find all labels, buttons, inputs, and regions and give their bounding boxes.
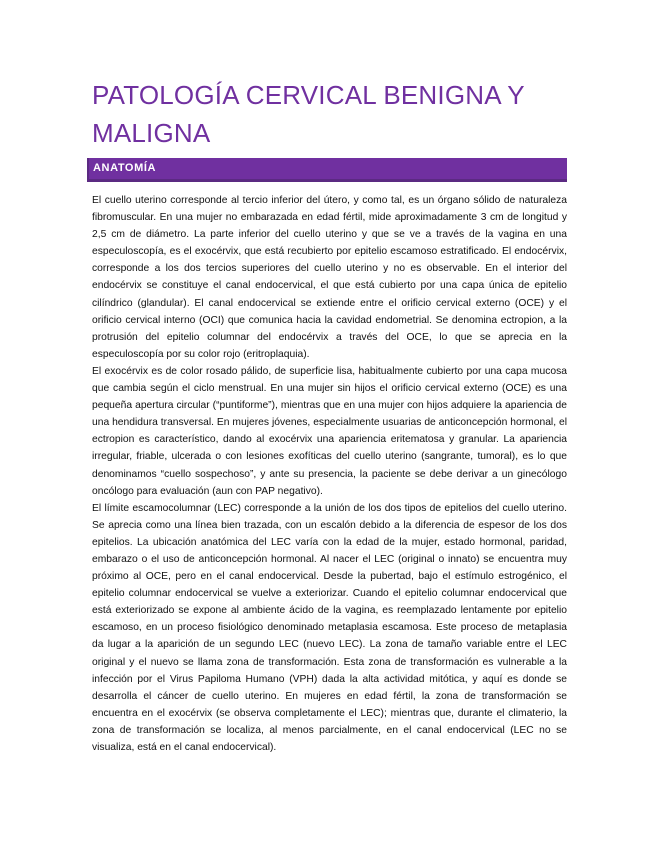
paragraph-1: El cuello uterino corresponde al tercio inferior del útero, y como tal, es un órgano sólido de naturaleza fibromuscular. En una mujer no embarazada en edad fértil, mide aproximadamente 3 cm de longitud y 2,5 cm de diámetro. La parte inferior del cuello uterino y que se ve a través de la vagina en una especuloscopía, es el exocérvix, que está recubierto por epitelio escamoso estratificado. El endocérvix, corresponde a los dos tercios superiores del cuello uterino y no es observable. En el interior del endocérvix se constituye el canal endocervical, el que está cubierto por una capa única de epitelio cilíndrico (glandular). El canal endocervical se extiende entre el orificio cervical externo (OCE) y el orificio cervical interno (OCI) que comunica hacia la cavidad endometrial. Se denomina ectropion, a la protrusión del epitelio columnar del endocérvix a través del OCE, lo que se aprecia en la especuloscopía por su color rojo (eritroplaquia).: [92, 195, 567, 360]
document-body: [92, 192, 567, 756]
document-title: PATOLOGÍA CERVICAL BENIGNA Y MALIGNA: [92, 80, 525, 148]
section-header-bar: [87, 158, 567, 182]
paragraph-3: El límite escamocolumnar (LEC) corresponde a la unión de los dos tipos de epitelios del cuello uterino. Se aprecia como una línea bien trazada, con un escalón debido a la diferencia de espesor de los dos epitelios. La ubicación anatómica del LEC varía con la edad de la mujer, estado hormonal, paridad, embarazo o el uso de anticoncepción hormonal. Al nacer el LEC (original o innato) se encuentra muy próximo al OCE, pero en el canal endocervical. Desde la pubertad, bajo el estímulo estrogénico, el epitelio columnar endocervical se vuelve a exteriorizar. Cuando el epitelio columnar endocervical que está exteriorizado se expone al ambiente ácido de la vagina, es reemplazado lentamente por epitelio escamoso, en un proceso fisiológico denominado metaplasia escamosa. Este proceso de metaplasia da lugar a la aparición de un segundo LEC (nuevo LEC). La zona de tamaño variable entre el LEC original y el nuevo se llama zona de transformación. Esta zona de transformación es vulnerable a la infección por el Virus Papiloma Humano (VPH) dada la alta actividad mitótica, y aquí es donde se desarrolla el cáncer de cuello uterino. En mujeres en edad fértil, la zona de transformación se encuentra en el exocérvix (se observa completamente el LEC); mientras que, durante el climaterio, la zona de transformación se localiza, al menos parcialmente, en el canal endocervical (LEC no se visualiza, está en el canal endocervical).: [92, 502, 567, 753]
section-header-fill: [89, 158, 567, 179]
section-heading: ANATOMÍA: [93, 162, 157, 174]
paragraph-2: El exocérvix es de color rosado pálido, de superficie lisa, habitualmente cubierto por una capa mucosa que cambia según el ciclo menstrual. En una mujer sin hijos el orificio cervical externo (OCE) es una pequeña apertura circular (“puntiforme”), mientras que en una mujer con hijos adquiere la apariencia de una hendidura transversal. En mujeres jóvenes, especialmente usuarias de anticoncepción hormonal, el ectropion es característico, dando al exocérvix una apariencia eritematosa y granular. La apariencia irregular, friable, ulcerada o con lesiones exofíticas del cuello uterino (sangrante, tumoral), es lo que denominamos “cuello sospechoso”, y ante su presencia, la paciente se debe derivar a un ginecólogo oncólogo para evaluación (aun con PAP negativo).: [92, 365, 567, 497]
